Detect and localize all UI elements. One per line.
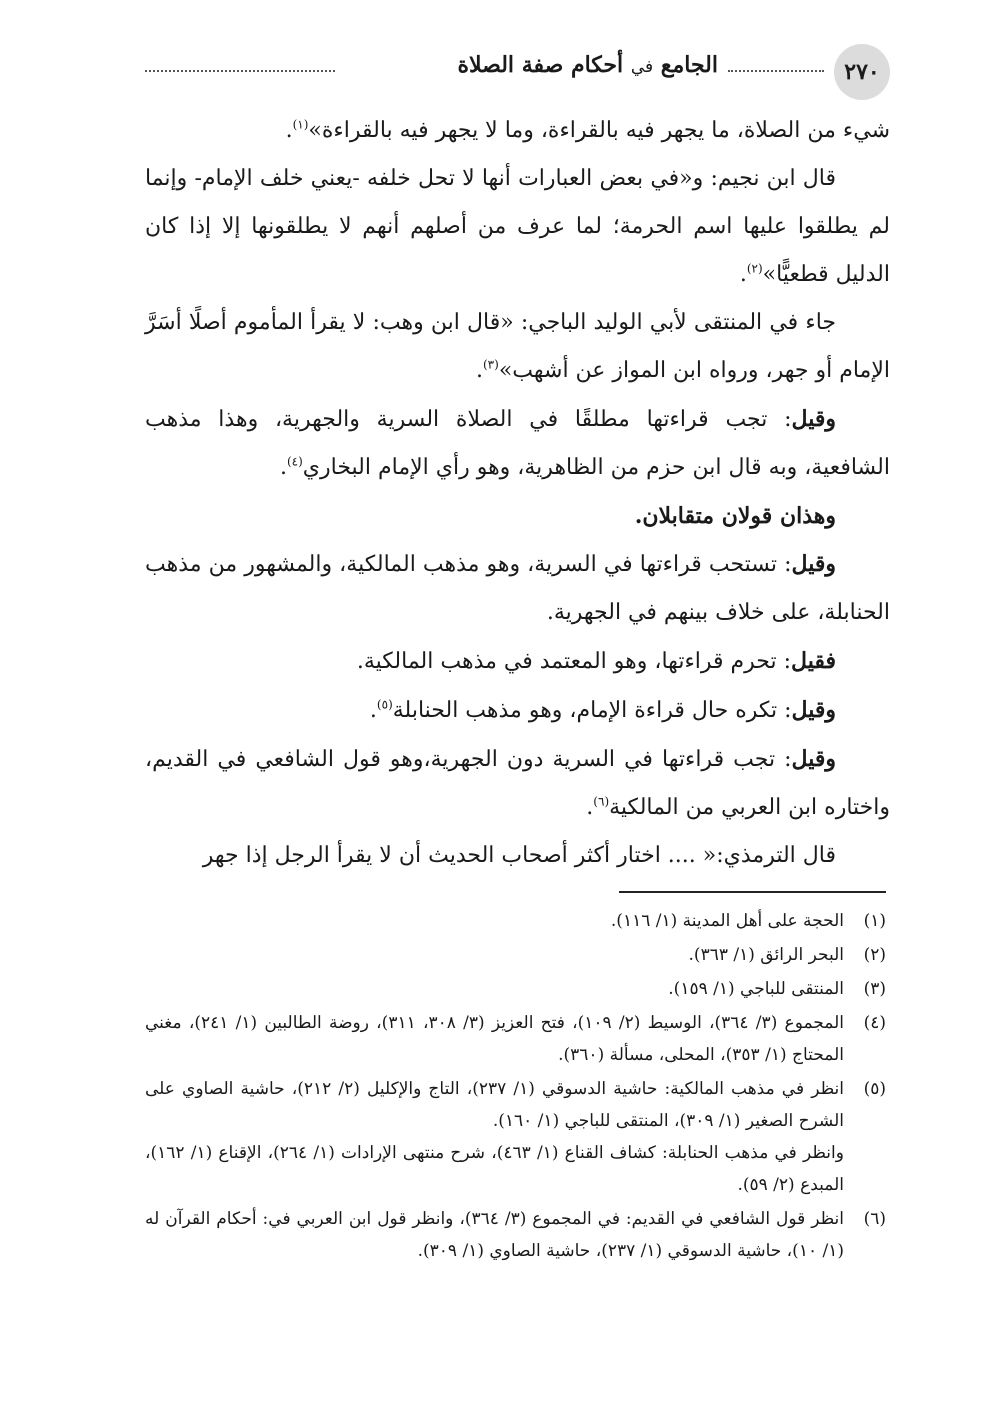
paragraph-tail: . [739, 262, 747, 287]
paragraph-text: جاء في المنتقى لأبي الوليد الباجي: «قال ابن وهب: لا يقرأ المأموم أصلًا أسَرَّ الإمام أو جهر، ورواه ابن المواز عن أشهب» [145, 310, 890, 383]
paragraph [145, 155, 890, 299]
footnote-line: انظر قول الشافعي في القديم: في المجموع (٣/ ٣٦٤)، وانظر قول ابن العربي في: أحكام القرآن له (١/ ١٠)، حاشية الدسوقي (١/ ٢٣٧)، حاشية الصاوي (١/ ٣٠٩). [145, 1209, 844, 1261]
footnote-number: (٢) [863, 945, 886, 965]
footnote [145, 939, 890, 971]
paragraph [145, 832, 890, 880]
footnote-text [145, 973, 844, 1005]
page-number-badge [834, 44, 890, 100]
paragraph [145, 686, 890, 735]
footnote-number: (١) [863, 911, 886, 931]
paragraph [145, 735, 890, 832]
paragraph-text: : تكره حال قراءة الإمام، وهو مذهب الحنابلة [392, 698, 792, 723]
footnote-number: (٥) [863, 1079, 886, 1099]
header-dotted-leader-left [145, 70, 335, 72]
book-title-connector: في [630, 57, 654, 77]
bold-lead: وقيل [791, 697, 836, 723]
footnote-line: الحجة على أهل المدينة (١/ ١١٦). [610, 911, 844, 931]
footnote [145, 973, 890, 1005]
footnote-ref: (٥) [376, 697, 393, 712]
footnote-text [145, 1007, 844, 1071]
footnote-line: البحر الرائق (١/ ٣٦٣). [688, 945, 844, 965]
paragraph [145, 107, 890, 155]
paragraph-tail: . [586, 795, 594, 820]
footnote-ref: (٦) [593, 794, 610, 809]
footnote-ref: (١) [292, 117, 309, 132]
footnote-text [145, 939, 844, 971]
footnote-text [145, 1073, 844, 1201]
paragraph [145, 299, 890, 395]
footnote [145, 1073, 890, 1201]
paragraph-text: قال الترمذي:« .... اختار أكثر أصحاب الحديث أن لا يقرأ الرجل إذا جهر [202, 843, 836, 868]
paragraph-tail: . [279, 455, 287, 480]
bold-lead: وقيل [791, 551, 836, 577]
footnote-separator [619, 891, 886, 893]
running-header [145, 40, 890, 104]
book-title-part-1: الجامع [660, 52, 718, 78]
footnote-ref: (٢) [746, 261, 763, 276]
footnote-ref: (٤) [286, 454, 303, 469]
main-text [145, 107, 890, 880]
paragraph-text: قال ابن نجيم: و«في بعض العبارات أنها لا تحل خلفه -يعني خلف الإمام- وإنما لم يطلقوا عليها اسم الحرمة؛ لما عرف من أصلهم أنهم لا يطلقونها إلا إذا كان الدليل قطعيًّا» [145, 166, 890, 287]
paragraph [145, 395, 890, 492]
footnote-text [145, 1203, 844, 1267]
paragraph-text: : تحرم قراءتها، وهو المعتمد في مذهب المالكية. [356, 649, 792, 674]
book-title [457, 52, 718, 78]
footnote [145, 1007, 890, 1071]
header-dotted-leader-right [728, 70, 824, 72]
paragraph-text: : تستحب قراءتها في السرية، وهو مذهب المالكية، والمشهور من مذهب الحنابلة، على خلاف بينهم في الجهرية. [145, 552, 890, 625]
paragraph-text: شيء من الصلاة، ما يجهر فيه بالقراءة، وما لا يجهر فيه بالقراءة» [308, 118, 890, 143]
footnote [145, 905, 890, 937]
page-number: ٢٧٠ [844, 59, 880, 85]
footnote-line: وانظر في مذهب الحنابلة: كشاف القناع (١/ ٤٦٣)، شرح منتهى الإرادات (١/ ٢٦٤)، الإقناع (١/ ١٦٢)، المبدع (٢/ ٥٩). [145, 1143, 844, 1195]
paragraph [145, 637, 890, 686]
paragraph [145, 540, 890, 637]
paragraph-text: : تجب قراءتها مطلقًا في الصلاة السرية والجهرية، وهذا مذهب الشافعية، وبه قال ابن حزم من الظاهرية، وهو رأي الإمام البخاري [145, 407, 890, 480]
bold-lead: وقيل [791, 406, 836, 432]
footnotes [145, 905, 890, 1269]
bold-lead: وقيل [791, 746, 836, 772]
footnote-line: انظر في مذهب المالكية: حاشية الدسوقي (١/ ٢٣٧)، التاج والإكليل (٢/ ٢١٢)، حاشية الصاوي على الشرح الصغير (١/ ٣٠٩)، المنتقى للباجي (١/ ١٦٠). [145, 1079, 844, 1131]
footnote-number: (٦) [863, 1209, 886, 1229]
book-title-part-2: أحكام صفة الصلاة [457, 52, 624, 78]
paragraph-text: : تجب قراءتها في السرية دون الجهرية،وهو قول الشافعي في القديم، واختاره ابن العربي من المالكية [145, 747, 890, 820]
footnote [145, 1203, 890, 1267]
footnote-line: المنتقى للباجي (١/ ١٥٩). [668, 979, 844, 999]
footnote-number: (٤) [863, 1013, 886, 1033]
footnote-text [145, 905, 844, 937]
paragraph-tail: . [475, 358, 483, 383]
paragraph-tail: . [285, 118, 293, 143]
bold-statement: وهذان قولان متقابلان. [634, 503, 836, 529]
footnote-ref: (٣) [482, 357, 499, 372]
bold-lead: فقيل [791, 648, 836, 674]
paragraph-tail: . [369, 698, 377, 723]
footnote-line: المجموع (٣/ ٣٦٤)، الوسيط (٢/ ١٠٩)، فتح العزيز (٣/ ٣٠٨، ٣١١)، روضة الطالبين (١/ ٢٤١)، مغني المحتاج (١/ ٣٥٣)، المحلى، مسألة (٣٦٠). [145, 1013, 845, 1065]
footnote-number: (٣) [863, 979, 886, 999]
